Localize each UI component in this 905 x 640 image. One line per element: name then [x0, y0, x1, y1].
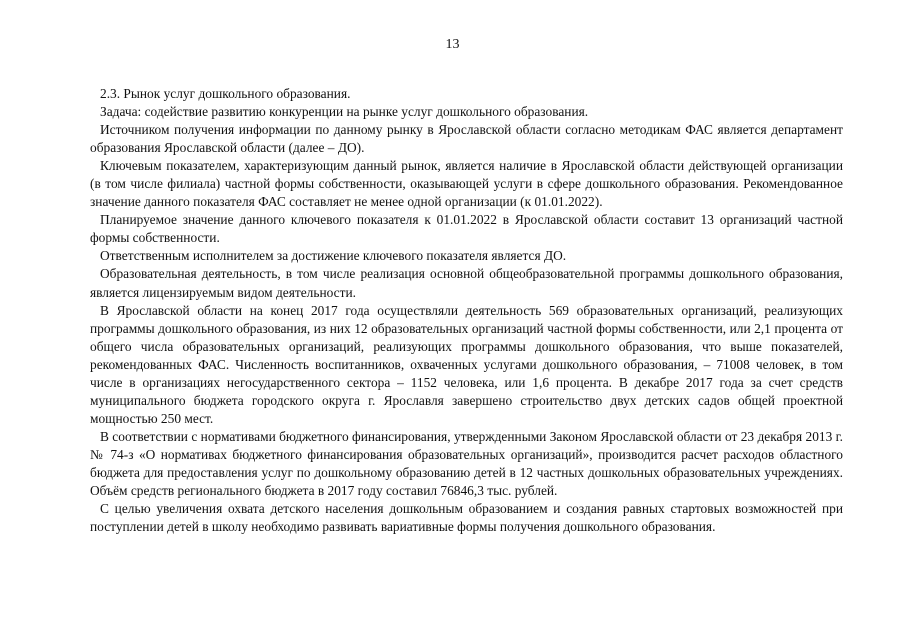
paragraph-financing: В соответствии с нормативами бюджетного финансирования, утвержденными Законом Ярославской области от 23 декабря 2013 г. № 74-з «О нормативах бюджетного финансирования образовательных организаций», производится расчет расходов областного бюджета для предоставления услуг по дошкольному образованию детей в 12 частных дошкольных образовательных учреждениях. Объём средств регионального бюджета в 2017 году составил 76846,3 тыс. рублей. — [90, 428, 843, 499]
paragraph-planned-value: Планируемое значение данного ключевого показателя к 01.01.2022 в Ярославской области составит 13 организаций частной формы собственности. — [90, 212, 843, 246]
paragraph-key-indicator: Ключевым показателем, характеризующим данный рынок, является наличие в Ярославской области действующей организации (в том числе филиала) частной формы собственности, оказывающей услуги в сфере дошкольного образования. Рекомендованное значение данного показателя ФАС составляет не менее одной организации (к 01.01.2022). — [90, 158, 843, 210]
paragraph-statistics: В Ярославской области на конец 2017 года осуществляли деятельность 569 образовательных организаций, реализующих программы дошкольного образования, из них 12 образовательных организаций частной формы собственности, или 2,1 процента от общего числа образовательных организаций, реализующих программы дошкольного образования, что выше показателей, рекомендованных ФАС. Численность воспитанников, охваченных услугами дошкольного образования, – 71008 человек, в том числе в организациях негосударственного сектора – 1152 человека, или 1,6 процента. В декабре 2017 года за счет средств муниципального бюджета городского округа г. Ярославля завершено строительство двух детских садов общей проектной мощностью 250 мест. — [90, 302, 843, 426]
paragraph-conclusion: С целью увеличения охвата детского населения дошкольным образованием и создания равных стартовых возможностей при поступлении детей в школу необходимо развивать вариативные формы получения дошкольного образования. — [90, 501, 843, 535]
page-number: 13 — [445, 37, 460, 52]
paragraph-task: Задача: содействие развитию конкуренции на рынке услуг дошкольного образования. — [100, 104, 589, 120]
document-body — [90, 85, 843, 536]
paragraph-licensing: Образовательная деятельность, в том числе реализация основной общеобразовательной программы дошкольного образования, является лицензируемым видом деятельности. — [90, 266, 843, 300]
paragraph-source: Источником получения информации по данному рынку в Ярославской области согласно методикам ФАС является департамент образования Ярославской области (далее – ДО). — [90, 122, 843, 156]
paragraph-responsible: Ответственным исполнителем за достижение ключевого показателя является ДО. — [100, 248, 567, 264]
section-heading: 2.3. Рынок услуг дошкольного образования. — [100, 86, 351, 101]
